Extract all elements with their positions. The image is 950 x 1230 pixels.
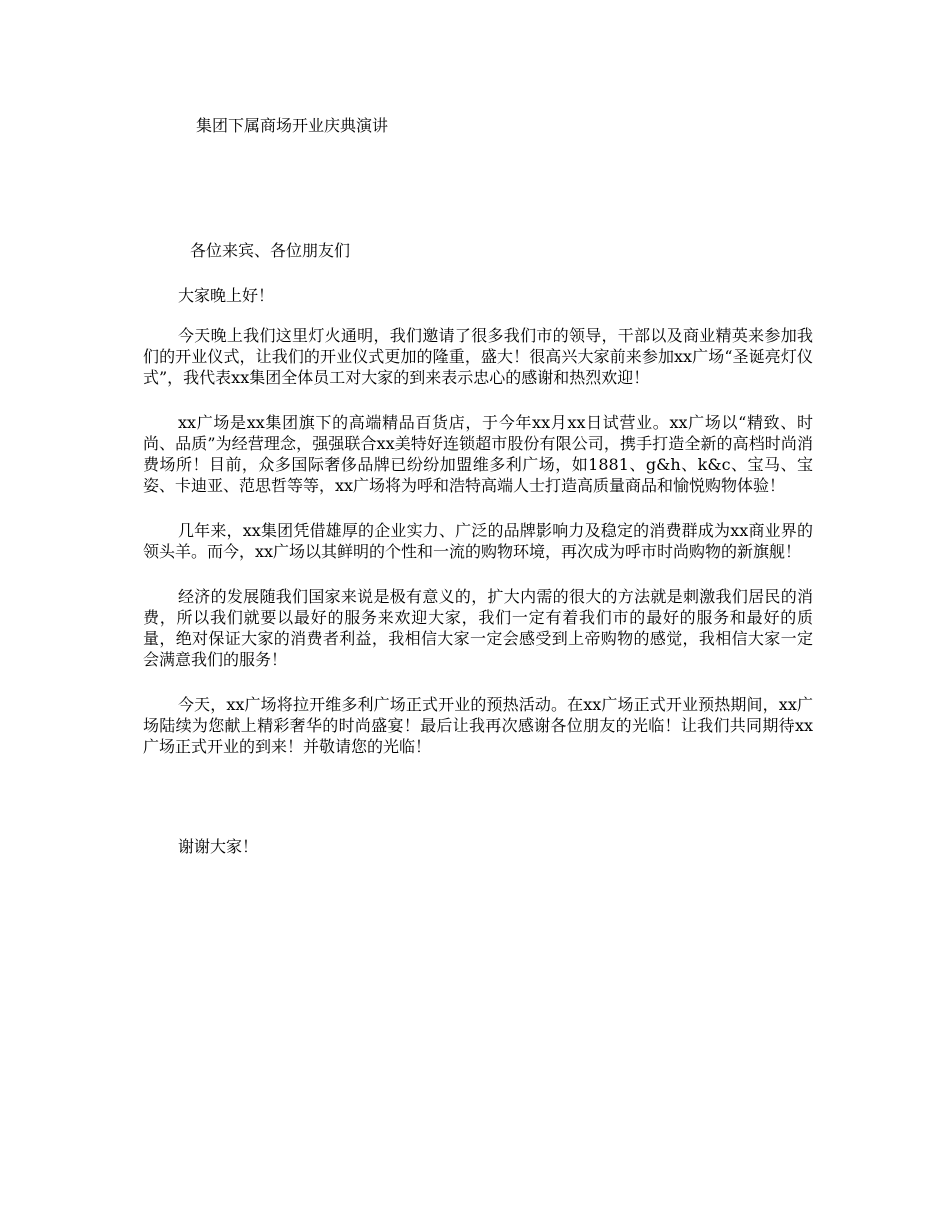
paragraph-today: 今天，xx广场将拉开维多利广场正式开业的预热活动。在xx广场正式开业预热期间，xx广场陆续为您献上精彩奢华的时尚盛宴！最后让我再次感谢各位朋友的光临！让我们共同期待xx广场正式开业的到来！并敬请您的光临！ — [143, 695, 813, 756]
greeting: 大家晚上好！ — [178, 286, 275, 305]
closing-thanks: 谢谢大家！ — [178, 837, 259, 856]
paragraph-group-history: 几年来，xx集团凭借雄厚的企业实力、广泛的品牌影响力及稳定的消费群成为xx商业界的领头羊。而今，xx广场以其鲜明的个性和一流的购物环境，再次成为呼市时尚购物的新旗舰！ — [143, 521, 813, 561]
paragraph-economy: 经济的发展随我们国家来说是极有意义的，扩大内需的很大的方法就是刺激我们居民的消费，所以我们就要以最好的服务来欢迎大家，我们一定有着我们市的最好的服务和最好的质量，绝对保证大家的消费者利益，我相信大家一定会感受到上帝购物的感觉，我相信大家一定会满意我们的服务！ — [143, 587, 813, 669]
document-title: 集团下属商场开业庆典演讲 — [196, 116, 389, 135]
paragraph-opening: 今天晚上我们这里灯火通明，我们邀请了很多我们市的领导，干部以及商业精英来参加我们的开业仪式，让我们的开业仪式更加的隆重，盛大！很高兴大家前来参加xx广场“圣诞亮灯仪式”，我代表xx集团全体员工对大家的到来表示忠心的感谢和热烈欢迎！ — [143, 326, 813, 387]
speech-body — [143, 325, 813, 781]
paragraph-plaza-intro: xx广场是xx集团旗下的高端精品百货店，于今年xx月xx日试营业。xx广场以“精致、时尚、品质”为经营理念，强强联合xx美特好连锁超市股份有限公司，携手打造全新的高档时尚消费场所！目前，众多国际奢侈品牌已纷纷加盟维多利广场，如1881、g&h、k&c、宝马、宝姿、卡迪亚、范思哲等等，xx广场将为呼和浩特高端人士打造高质量商品和愉悦购物体验！ — [143, 413, 813, 495]
salutation: 各位来宾、各位朋友们 — [190, 241, 351, 260]
